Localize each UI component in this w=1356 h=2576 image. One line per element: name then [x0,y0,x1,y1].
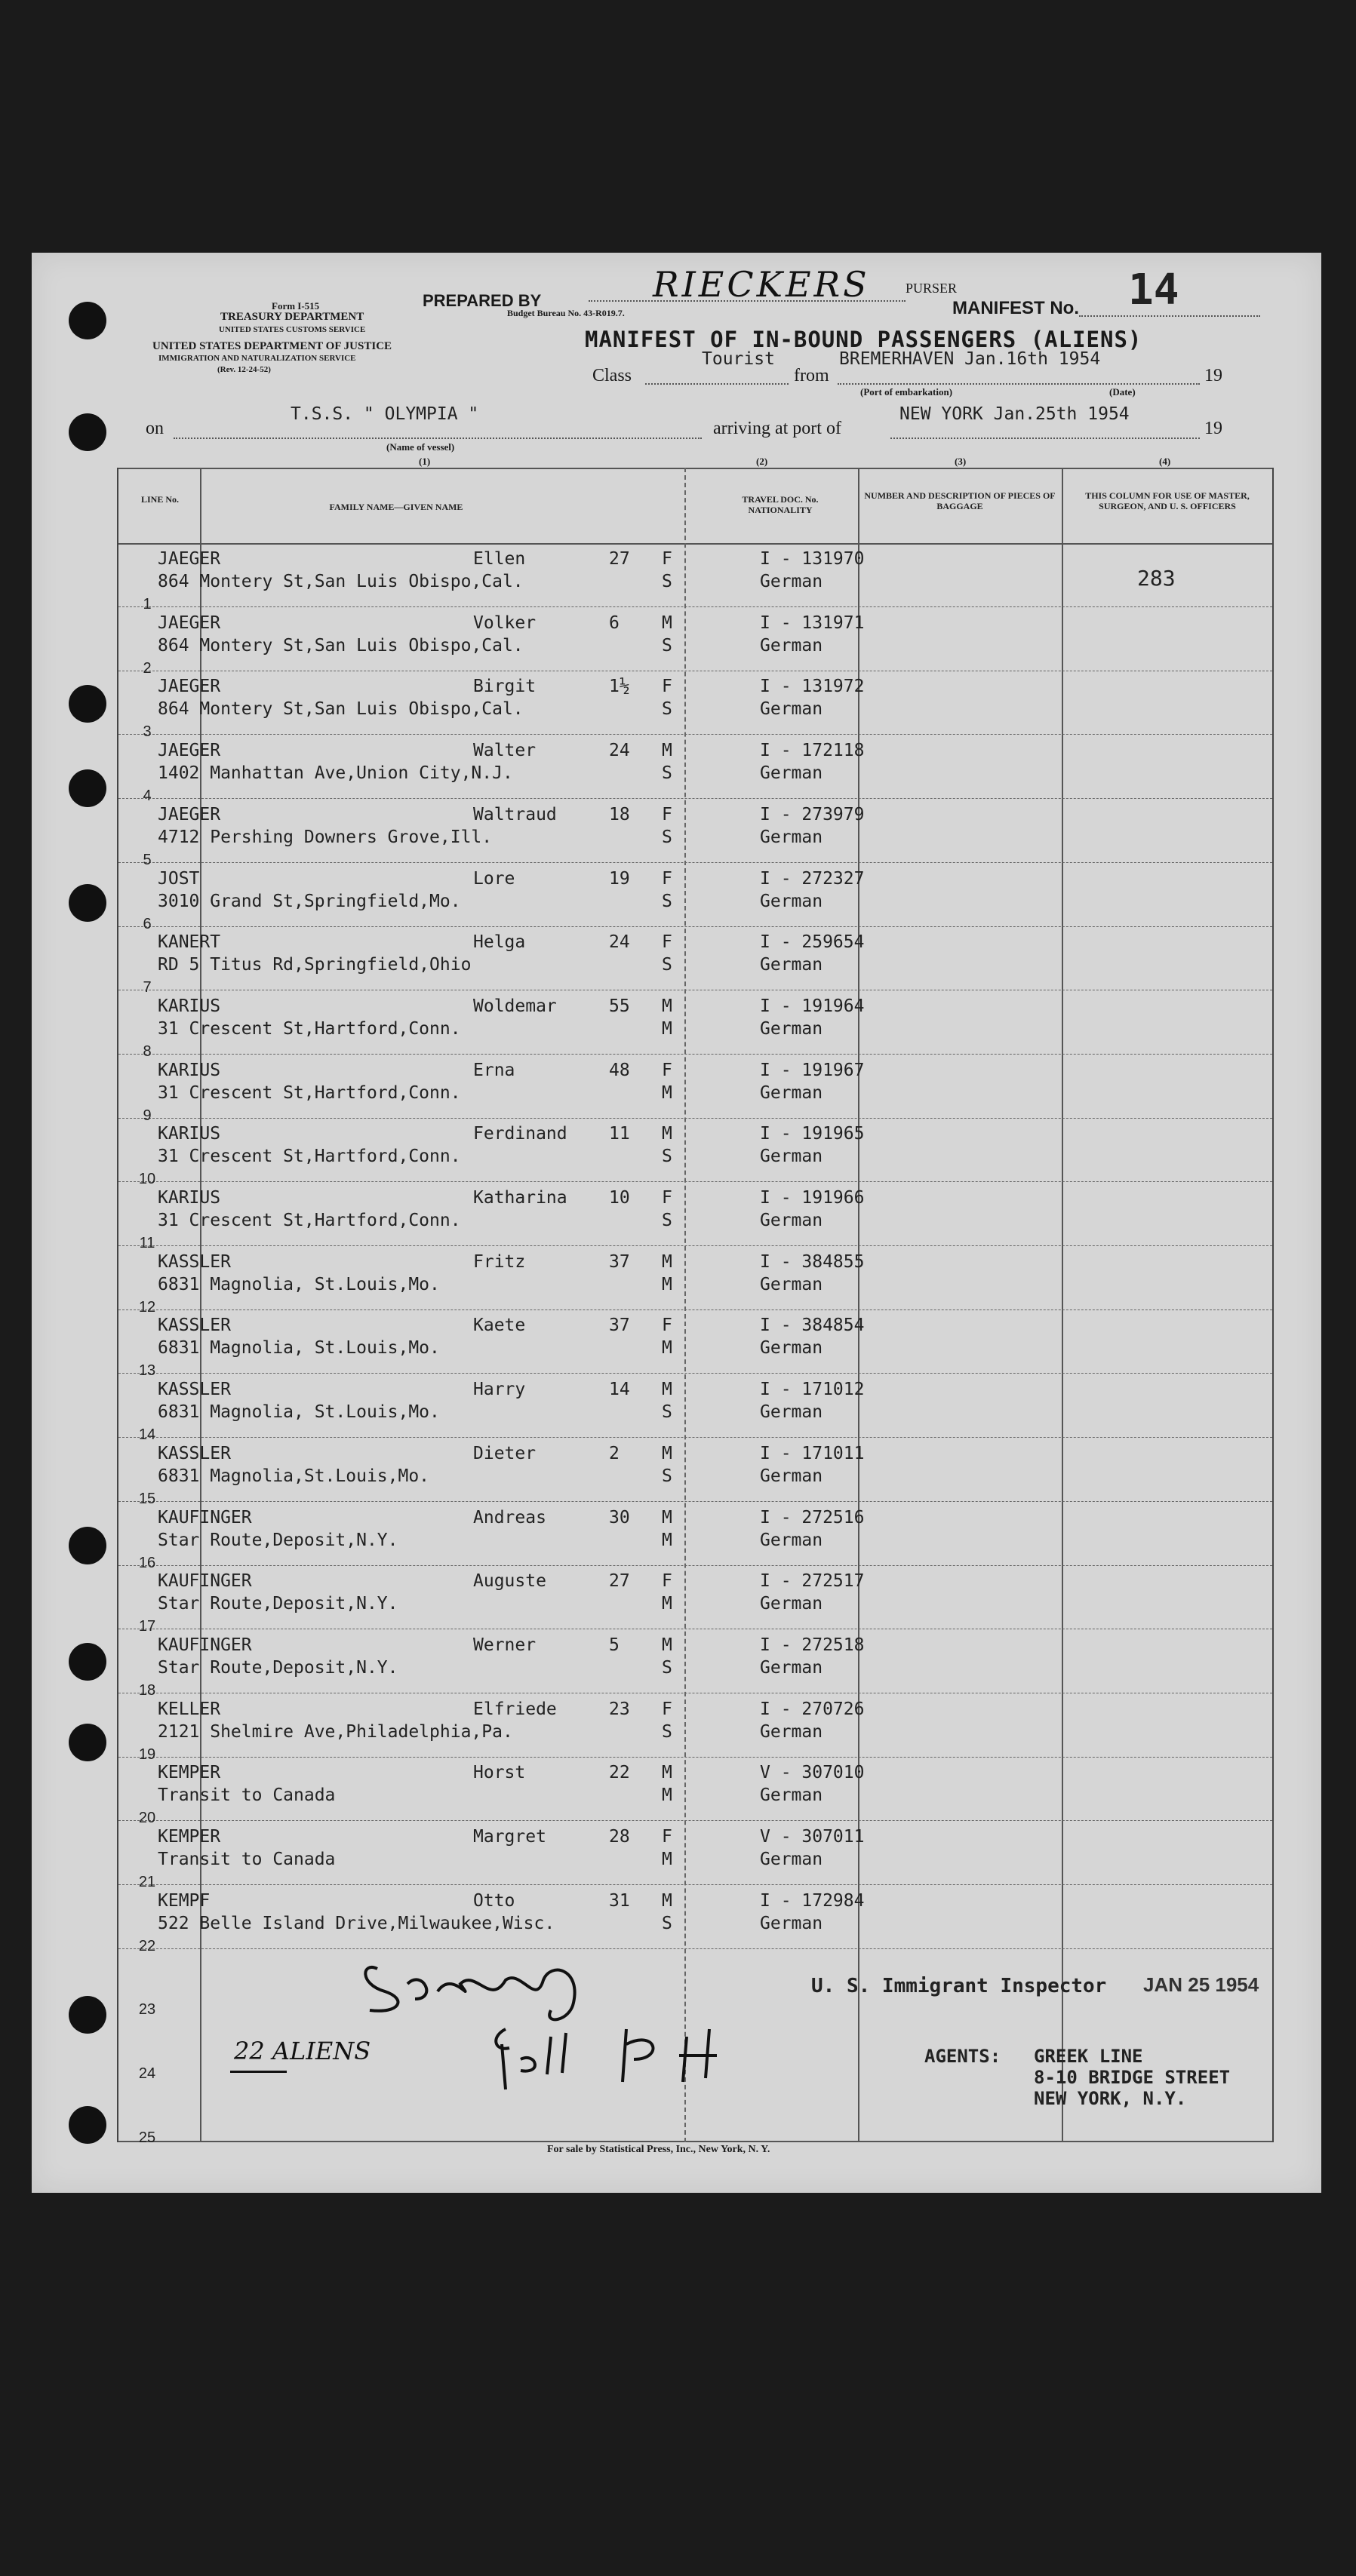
initials-signature [475,2014,777,2097]
aliens-count-underline [230,2071,287,2073]
sex: F [662,868,672,889]
from-label: from [794,366,829,385]
from-value: BREMERHAVEN Jan.16th 1954 [839,349,1101,369]
travel-doc-no: I - 191964 [760,996,865,1016]
nationality: German [760,1402,823,1423]
table-row [118,1118,1272,1182]
given-name: Ferdinand [473,1124,567,1144]
line-number: 4 [143,788,152,805]
table-row [118,543,1272,607]
col-head-officers: THIS COLUMN FOR USE OF MASTER, SURGEON, AND U. S. OFFICERS [1085,490,1250,511]
manifest-no-label: MANIFEST No. [952,298,1079,318]
family-name: KARIUS [158,1124,221,1144]
given-name: Margret [473,1827,546,1847]
table-row [118,1246,1272,1310]
age: 19 [609,868,630,889]
line-number: 20 [138,1810,156,1827]
address: 6831 Magnolia,St.Louis,Mo. [158,1466,430,1486]
binder-hole [69,1527,106,1564]
sex: F [662,1827,672,1847]
row-divider [118,1948,1272,1949]
address: 864 Montery St,San Luis Obispo,Cal. [158,635,524,656]
family-name: JOST [158,868,200,889]
marital-status: M [662,1338,672,1359]
table-row [118,735,1272,799]
given-name: Harry [473,1380,526,1400]
marital-status: S [662,891,672,911]
table-row [118,1055,1272,1119]
table-row [118,607,1272,671]
age: 18 [609,804,630,824]
nationality: German [760,891,823,911]
family-name: KASSLER [158,1251,231,1272]
table-bottom-rule [118,2141,1272,2142]
rev-label: (Rev. 12-24-52) [217,365,271,374]
given-name: Woldemar [473,996,557,1016]
nationality: German [760,1594,823,1614]
table-row [118,1629,1272,1693]
nationality: German [760,1850,823,1869]
family-name: KEMPF [158,1890,211,1911]
binder-hole [69,769,106,807]
sex: F [662,1699,672,1719]
given-name: Waltraud [473,804,557,824]
marital-status: M [662,1594,672,1614]
inspector-date-stamp: JAN 25 1954 [1143,1973,1259,1996]
age: 14 [609,1380,630,1400]
sex: F [662,932,672,953]
address: 31 Crescent St,Hartford,Conn. [158,1211,461,1230]
address: 1402 Manhattan Ave,Union City,N.J. [158,763,513,784]
age: 2 [609,1443,620,1463]
line-number: 16 [138,1554,156,1571]
marital-status: M [662,1530,672,1550]
nationality: German [760,1657,823,1678]
budget-bureau: Budget Bureau No. 43-R019.7. [507,308,625,318]
date-caption: (Date) [1109,386,1136,398]
travel-doc-no: I - 172118 [760,741,865,761]
family-name: KAUFINGER [158,1635,252,1655]
col-num-3: (3) [955,456,967,467]
class-value: Tourist [702,349,775,369]
col-head-doc: TRAVEL DOC. No. NATIONALITY [742,494,819,515]
travel-doc-no: I - 384854 [760,1316,865,1336]
age: 28 [609,1827,630,1847]
table-row [118,990,1272,1055]
address: 31 Crescent St,Hartford,Conn. [158,1082,461,1103]
travel-doc-no: I - 171011 [760,1443,865,1463]
line-number: 1 [143,596,152,613]
nationality: German [760,1147,823,1167]
given-name: Erna [473,1060,515,1080]
travel-doc-no: I - 131970 [760,549,865,569]
purser-signature-name: RIECKERS [653,264,870,305]
travel-doc-no: I - 191965 [760,1124,865,1144]
sex: M [662,1124,672,1144]
binder-hole [69,884,106,922]
travel-doc-no: I - 272327 [760,868,865,889]
justice-label: UNITED STATES DEPARTMENT OF JUSTICE [152,340,392,352]
travel-doc-no: I - 171012 [760,1380,865,1400]
marital-status: M [662,1082,672,1103]
binder-hole [69,1996,106,2034]
sex: M [662,1890,672,1911]
line-number: 10 [138,1171,156,1188]
binder-hole [69,1724,106,1761]
binder-hole [69,413,106,451]
sex: F [662,804,672,824]
marital-status: S [662,1721,672,1742]
nationality: German [760,1721,823,1742]
table-row [118,1182,1272,1246]
col-head-baggage: NUMBER AND DESCRIPTION OF PIECES OF BAGGAGE [864,490,1056,511]
sex: F [662,549,672,569]
prepared-by-label: PREPARED BY [423,291,542,310]
age: 37 [609,1316,630,1336]
family-name: JAEGER [158,677,221,697]
travel-doc-no: I - 191966 [760,1188,865,1208]
age: 48 [609,1060,630,1080]
nationality: German [760,763,823,784]
marital-status: S [662,1402,672,1423]
given-name: Fritz [473,1251,526,1272]
family-name: KEMPER [158,1827,221,1847]
line-number: 22 [138,1937,156,1954]
age: 11 [609,1124,630,1144]
line-number: 9 [143,1107,152,1124]
given-name: Andreas [473,1507,546,1527]
table-row [118,1885,1272,1949]
sex: M [662,741,672,761]
sex: M [662,1251,672,1272]
marital-status: S [662,955,672,975]
nationality: German [760,955,823,975]
sex: M [662,1380,672,1400]
binder-hole [69,685,106,723]
class-line [645,383,789,385]
inspector-label: U. S. Immigrant Inspector [811,1975,1107,1997]
table-row [118,1438,1272,1502]
address: Star Route,Deposit,N.Y. [158,1657,398,1678]
line-number: 3 [143,723,152,741]
family-name: KAUFINGER [158,1507,252,1527]
given-name: Otto [473,1890,515,1911]
address: 6831 Magnolia, St.Louis,Mo. [158,1274,440,1294]
marital-status: S [662,1211,672,1230]
line-number: 23 [138,2001,156,2019]
port-embark-caption: (Port of embarkation) [860,386,953,398]
travel-doc-no: I - 272517 [760,1571,865,1592]
age: 24 [609,741,630,761]
sex: M [662,613,672,633]
table-row [118,926,1272,990]
sex: F [662,677,672,697]
table-row [118,1821,1272,1885]
given-name: Elfriede [473,1699,557,1719]
table-row [118,1374,1272,1438]
marital-status: S [662,763,672,784]
age: 55 [609,996,630,1016]
customs-label: UNITED STATES CUSTOMS SERVICE [219,325,366,334]
table-row [118,799,1272,863]
sex: F [662,1571,672,1592]
given-name: Werner [473,1635,537,1655]
aliens-count: 22 ALIENS [234,2037,371,2065]
col-head-line: LINE No. [140,494,179,505]
sex: F [662,1060,672,1080]
travel-doc-no: I - 191967 [760,1060,865,1080]
travel-doc-no: I - 270726 [760,1699,865,1719]
given-name: Auguste [473,1571,546,1592]
treasury-label: TREASURY DEPARTMENT [220,311,364,323]
nationality: German [760,699,823,720]
nationality: German [760,572,823,591]
marital-status: S [662,1466,672,1486]
marital-status: S [662,1657,672,1678]
address: Transit to Canada [158,1850,336,1869]
family-name: KASSLER [158,1316,231,1336]
sex: M [662,996,672,1016]
given-name: Lore [473,868,515,889]
table-row [118,1757,1272,1821]
age: 1½ [609,677,630,697]
nationality: German [760,635,823,656]
age: 24 [609,932,630,953]
family-name: KARIUS [158,1060,221,1080]
line-number: 2 [143,659,152,677]
family-name: JAEGER [158,549,221,569]
age: 31 [609,1890,630,1911]
given-name: Ellen [473,549,526,569]
line-number: 8 [143,1042,152,1060]
line-number: 6 [143,915,152,932]
manifest-title: MANIFEST OF IN-BOUND PASSENGERS (ALIENS) [585,327,1142,352]
age: 10 [609,1188,630,1208]
travel-doc-no: V - 307010 [760,1763,865,1783]
family-name: KARIUS [158,996,221,1016]
given-name: Birgit [473,677,537,697]
agents-line-2: 8-10 BRIDGE STREET [1034,2067,1231,2088]
sex: M [662,1635,672,1655]
binder-hole [69,302,106,339]
line-number: 17 [138,1618,156,1635]
family-name: KANERT [158,932,221,953]
col-num-1: (1) [419,456,431,467]
family-name: KELLER [158,1699,221,1719]
line-number: 7 [143,979,152,996]
sex: F [662,1188,672,1208]
nationality: German [760,1018,823,1039]
given-name: Horst [473,1763,526,1783]
marital-status: S [662,1913,672,1933]
travel-doc-no: I - 384855 [760,1251,865,1272]
agents-line-3: NEW YORK, N.Y. [1034,2088,1187,2109]
travel-doc-no: I - 272518 [760,1635,865,1655]
table-row [118,1565,1272,1629]
address: 31 Crescent St,Hartford,Conn. [158,1147,461,1167]
table-top-rule [118,468,1272,469]
family-name: KASSLER [158,1380,231,1400]
form-number: Form I-515 [272,300,320,312]
agents-label: AGENTS: [924,2046,1001,2067]
ins-label: IMMIGRATION AND NATURALIZATION SERVICE [158,354,356,363]
binder-hole [69,1643,106,1681]
address: Star Route,Deposit,N.Y. [158,1530,398,1550]
travel-doc-no: I - 273979 [760,804,865,824]
family-name: KARIUS [158,1188,221,1208]
address: 6831 Magnolia, St.Louis,Mo. [158,1402,440,1423]
travel-doc-no: I - 272516 [760,1507,865,1527]
table-row [118,1309,1272,1374]
table-row [118,863,1272,927]
line-number: 24 [138,2065,156,2083]
on-label: on [146,419,164,438]
line-number: 25 [138,2129,156,2146]
agents-line-1: GREEK LINE [1034,2046,1143,2067]
arrival-line [890,438,1200,439]
age: 37 [609,1251,630,1272]
purser-line [589,300,906,302]
nationality: German [760,1338,823,1359]
marital-status: S [662,635,672,656]
address: 31 Crescent St,Hartford,Conn. [158,1018,461,1039]
age: 6 [609,613,620,633]
from-line [838,383,1200,385]
arriving-label: arriving at port of [713,419,841,438]
line-number: 14 [138,1426,156,1444]
given-name: Dieter [473,1443,537,1463]
address: 2121 Shelmire Ave,Philadelphia,Pa. [158,1721,513,1742]
age: 27 [609,1571,630,1592]
line-number: 13 [138,1362,156,1380]
age: 23 [609,1699,630,1719]
marital-status: M [662,1785,672,1806]
nationality: German [760,1082,823,1103]
printer-footer: For sale by Statistical Press, Inc., New York, N. Y. [547,2144,770,2155]
nationality: German [760,1274,823,1294]
nationality: German [760,827,823,847]
address: 864 Montery St,San Luis Obispo,Cal. [158,572,524,591]
nationality: German [760,1785,823,1806]
travel-doc-no: I - 131971 [760,613,865,633]
vessel-line [174,438,702,439]
col-num-4: (4) [1159,456,1171,467]
given-name: Katharina [473,1188,567,1208]
travel-doc-no: I - 131972 [760,677,865,697]
vessel-name: T.S.S. " OLYMPIA " [291,404,479,424]
vessel-caption: (Name of vessel) [386,441,455,453]
family-name: JAEGER [158,804,221,824]
marital-status: M [662,1850,672,1869]
nationality: German [760,1913,823,1933]
nationality: German [760,1466,823,1486]
officer-note: 283 [1137,566,1176,591]
arrival-port-date: NEW YORK Jan.25th 1954 [899,404,1130,424]
table-row [118,1502,1272,1566]
marital-status: S [662,827,672,847]
line-number: 5 [143,851,152,868]
manifest-no-line [1079,315,1260,317]
marital-status: S [662,572,672,591]
table-row [118,1693,1272,1758]
address: 522 Belle Island Drive,Milwaukee,Wisc. [158,1913,555,1933]
address: 6831 Magnolia, St.Louis,Mo. [158,1338,440,1359]
year-19-a: 19 [1204,366,1222,385]
family-name: KEMPER [158,1763,221,1783]
travel-doc-no: I - 172984 [760,1890,865,1911]
line-number: 18 [138,1681,156,1699]
marital-status: M [662,1274,672,1294]
class-label: Class [592,366,632,385]
address: 3010 Grand St,Springfield,Mo. [158,891,461,911]
table-row [118,671,1272,735]
line-number: 19 [138,1745,156,1763]
address: Transit to Canada [158,1785,336,1806]
col-head-name: FAMILY NAME—GIVEN NAME [329,502,463,512]
travel-doc-no: I - 259654 [760,932,865,953]
given-name: Volker [473,613,537,633]
line-number: 11 [139,1235,155,1251]
manifest-number: 14 [1128,266,1179,315]
age: 27 [609,549,630,569]
marital-status: M [662,1018,672,1039]
address: RD 5 Titus Rd,Springfield,Ohio [158,955,472,975]
passenger-table [117,468,1274,2146]
age: 22 [609,1763,630,1783]
family-name: KASSLER [158,1443,231,1463]
nationality: German [760,1211,823,1230]
sex: M [662,1507,672,1527]
line-number: 15 [138,1490,156,1507]
year-19-b: 19 [1204,419,1222,438]
family-name: KAUFINGER [158,1571,252,1592]
family-name: JAEGER [158,613,221,633]
sex: M [662,1763,672,1783]
address: 864 Montery St,San Luis Obispo,Cal. [158,699,524,720]
given-name: Walter [473,741,537,761]
family-name: JAEGER [158,741,221,761]
age: 30 [609,1507,630,1527]
col-num-2: (2) [756,456,768,467]
line-number: 21 [138,1874,156,1890]
address: Star Route,Deposit,N.Y. [158,1594,398,1614]
travel-doc-no: V - 307011 [760,1827,865,1847]
marital-status: S [662,699,672,720]
given-name: Helga [473,932,526,953]
given-name: Kaete [473,1316,526,1336]
nationality: German [760,1530,823,1550]
purser-label: PURSER [906,281,958,296]
sex: F [662,1316,672,1336]
address: 4712 Pershing Downers Grove,Ill. [158,827,493,847]
sex: M [662,1443,672,1463]
marital-status: S [662,1147,672,1167]
line-number: 12 [138,1298,156,1316]
binder-hole [69,2106,106,2144]
age: 5 [609,1635,620,1655]
